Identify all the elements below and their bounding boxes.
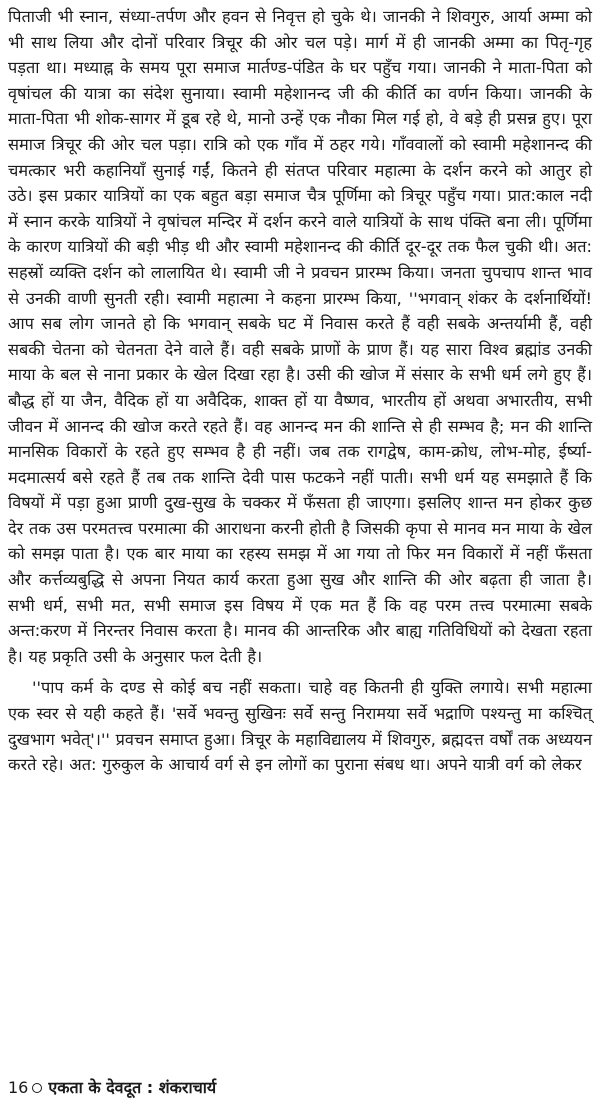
page-number: 16 [8,1078,29,1097]
paragraph-1: पिताजी भी स्नान, संध्या-तर्पण और हवन से निवृत्त हो चुके थे। जानकी ने शिवगुरु, आर्या अम्मा को भी साथ लिया और दोनों परिवार त्रिचूर की ओर चल पड़े। मार्ग में ही जानकी अम्मा का पितृ-गृह पड़ता था। मध्याह्न के समय पूरा समाज मार्तण्ड-पंडित के घर पहुँच गया। जानकी ने माता-पिता को वृषांचल की यात्रा का संदेश सुनाया। स्वामी महेशानन्द जी की कीर्ति का वर्णन किया। जानकी के माता-पिता भी शोक-सागर में डूब रहे थे, मानो उन्हें एक नौका मिल गई हो, वे बड़े ही प्रसन्न हुए। पूरा समाज त्रिचूर की ओर चल पड़ा। रात्रि को एक गाँव में ठहर गये। गाँववालों को स्वामी महेशानन्द की चमत्कार भरी कहानियाँ सुनाई गईं, कितने ही संतप्त परिवार महात्मा के दर्शन करने को आतुर हो उठे। इस प्रकार यात्रियों का एक बहुत बड़ा समाज चैत्र पूर्णिमा को त्रिचूर पहुँच गया। प्रात:काल नदी में स्नान करके यात्रियों ने वृषांचल मन्दिर में दर्शन करने वाले यात्रियों के साथ पंक्ति बना ली। पूर्णिमा के कारण यात्रियों की बड़ी भीड़ थी और स्वामी महेशानन्द की कीर्ति दूर-दूर तक फैल चुकी थी। अत: सहस्रों व्यक्ति दर्शन को लालायित थे। स्वामी जी ने प्रवचन प्रारम्भ किया। जनता चुपचाप शान्त भाव से उनकी वाणी सुनती रही। स्वामी महात्मा ने कहना प्रारम्भ किया, ''भगवान् शंकर के दर्शनार्थियों! आप सब लोग जानते हो कि भगवान् सबके घट में निवास करते हैं वही सबके अन्तर्यामी हैं, वही सबकी चेतना को चेतनता देने वाले हैं। वही सबके प्राणों के प्राण हैं। यह सारा विश्व ब्रह्मांड उनकी माया के बल से नाना प्रकार के खेल दिखा रहा है। उसी की खोज में संसार के सभी धर्म लगे हुए हैं। बौद्ध हों या जैन, वैदिक हों या अवैदिक, शाक्त हों या वैष्णव, भारतीय हों अथवा अभारतीय, सभी जीवन में आनन्द की खोज करते रहते हैं। वह आनन्द मन की शान्ति से ही सम्भव है; मन की शान्ति मानसिक विकारों के रहते हुए सम्भव है ही नहीं। जब तक रागद्वेष, काम-क्रोध, लोभ-मोह, ईर्ष्या-मदमात्सर्य बसे रहते हैं तब तक शान्ति देवी पास फटकने नहीं पाती। सभी धर्म यह समझाते हैं कि विषयों में पड़ा हुआ प्राणी दुख-सुख के चक्कर में फँसता ही जाएगा। इसलिए शान्त मन होकर कुछ देर तक उस परमतत्त्व परमात्मा की आराधना करनी होती है जिसकी कृपा से मानव मन माया के खेल को समझ पाता है। एक बार माया का रहस्य समझ में आ गया तो फिर मन विकारों में नहीं फँसता और कर्त्तव्यबुद्धि से अपना नियत कार्य करता हुआ सुख और शान्ति की ओर बढ़ता ही जाता है। सभी धर्म, सभी मत, सभी समाज इस विषय में एक मत हैं कि वह परम तत्त्व परमात्मा सबके अन्त:करण में निरन्तर निवास करता है। मानव की आन्तरिक और बाह्य गतिविधियों को देखता रहता है। यह प्रकृति उसी के अनुसार फल देती है। [8,7,592,666]
circle-icon [32,1083,42,1093]
paragraph-2: ''पाप कर्म के दण्ड से कोई बच नहीं सकता। चाहे वह कितनी ही युक्ति लगाये। सभी महात्मा एक स्वर से यही कहते हैं। 'सर्वे भवन्तु सुखिनः सर्वे सन्तु निरामया सर्वे भद्राणि पश्यन्तु मा कश्चित् दुखभाग भवेत्'।'' प्रवचन समाप्त हुआ। त्रिचूर के महाविद्यालय में शिवगुरु, ब्रह्मदत्त वर्षों तक अध्ययन करते रहे। अत: गुरुकुल के आचार्य वर्ग से इन लोगों का पुराना संबध था। अपने यात्री वर्ग को लेकर [8,678,592,775]
book-title: एकता के देवदूत : शंकराचार्य [48,1078,217,1097]
page-footer [8,1078,216,1098]
body-text [8,4,592,778]
